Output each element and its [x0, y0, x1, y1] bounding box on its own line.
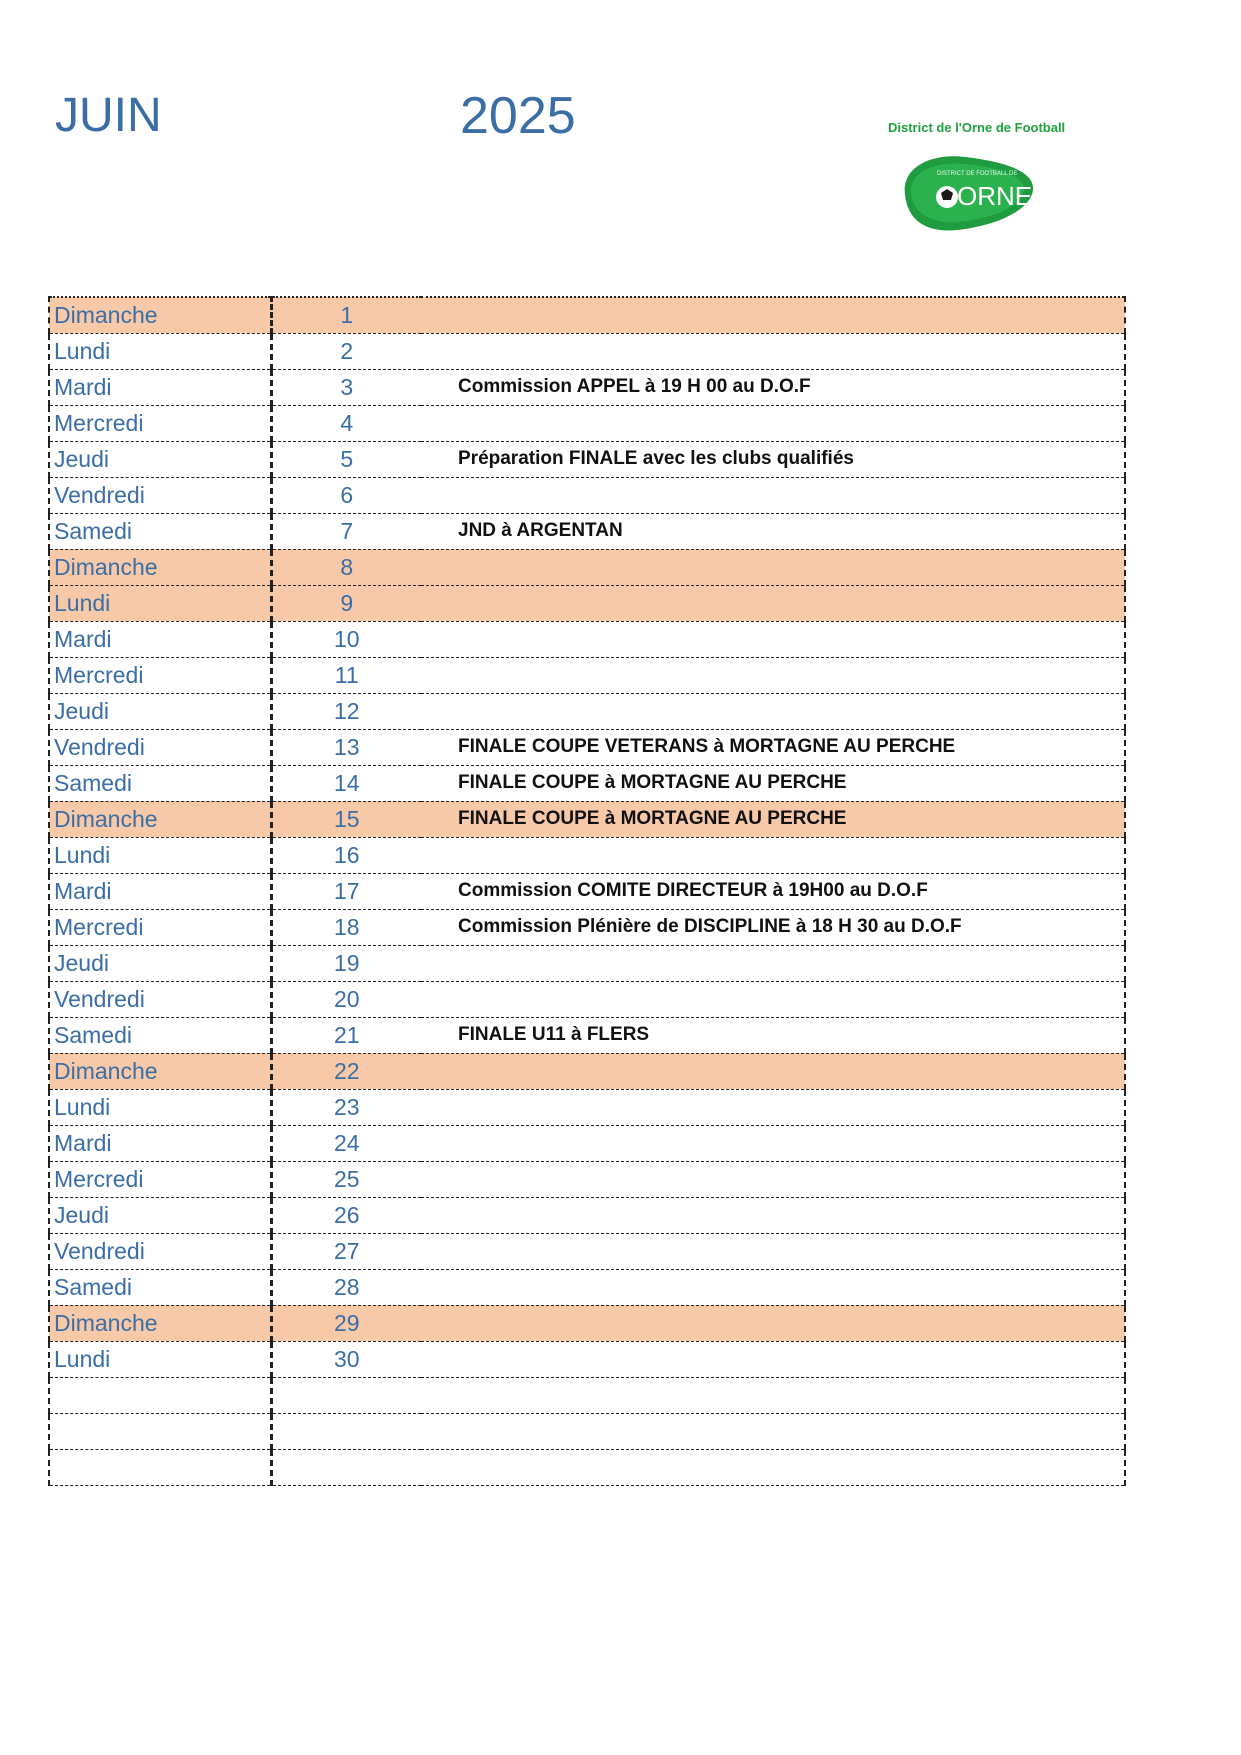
day-name: Mardi [49, 1125, 271, 1161]
event-text: FINALE COUPE à MORTAGNE AU PERCHE [421, 765, 1125, 801]
event-text [421, 1305, 1125, 1341]
calendar-row [49, 1269, 1125, 1305]
day-name: Samedi [49, 513, 271, 549]
day-name: Dimanche [49, 801, 271, 837]
calendar-row [49, 1305, 1125, 1341]
day-number: 3 [271, 369, 421, 405]
day-number: 2 [271, 333, 421, 369]
day-name: Lundi [49, 585, 271, 621]
calendar-row [49, 729, 1125, 765]
day-name: Mercredi [49, 657, 271, 693]
event-text [421, 1413, 1125, 1449]
calendar-row [49, 801, 1125, 837]
calendar-row [49, 657, 1125, 693]
day-name: Lundi [49, 1089, 271, 1125]
year-title: 2025 [460, 87, 576, 145]
event-text [421, 693, 1125, 729]
event-text [421, 981, 1125, 1017]
event-text [421, 945, 1125, 981]
day-number [271, 1413, 421, 1449]
day-name: Lundi [49, 333, 271, 369]
day-number: 24 [271, 1125, 421, 1161]
event-text [421, 1449, 1125, 1485]
calendar-row [49, 1197, 1125, 1233]
event-text [421, 1269, 1125, 1305]
calendar-row [49, 909, 1125, 945]
calendar-row [49, 477, 1125, 513]
day-number: 30 [271, 1341, 421, 1377]
calendar-row [49, 1125, 1125, 1161]
day-number: 7 [271, 513, 421, 549]
day-name: Jeudi [49, 693, 271, 729]
day-number: 11 [271, 657, 421, 693]
event-text [421, 1053, 1125, 1089]
calendar-row [49, 945, 1125, 981]
calendar-row [49, 1341, 1125, 1377]
event-text [421, 837, 1125, 873]
calendar-row [49, 549, 1125, 585]
district-logo [895, 145, 1040, 240]
day-number [271, 1449, 421, 1485]
event-text [421, 1233, 1125, 1269]
day-number: 14 [271, 765, 421, 801]
day-name: Vendredi [49, 477, 271, 513]
day-name [49, 1449, 271, 1485]
event-text [421, 333, 1125, 369]
day-name: Dimanche [49, 297, 271, 333]
event-text [421, 1125, 1125, 1161]
calendar-row [49, 693, 1125, 729]
day-name: Vendredi [49, 981, 271, 1017]
day-name: Samedi [49, 1017, 271, 1053]
day-number: 16 [271, 837, 421, 873]
event-text [421, 1197, 1125, 1233]
day-number: 12 [271, 693, 421, 729]
day-number: 15 [271, 801, 421, 837]
day-number: 17 [271, 873, 421, 909]
day-name: Lundi [49, 837, 271, 873]
day-name [49, 1413, 271, 1449]
day-number: 28 [271, 1269, 421, 1305]
event-text: FINALE COUPE VETERANS à MORTAGNE AU PERCHE [421, 729, 1125, 765]
event-text [421, 1377, 1125, 1413]
calendar-row [49, 1089, 1125, 1125]
day-name: Mardi [49, 621, 271, 657]
day-name: Jeudi [49, 1197, 271, 1233]
event-text: Commission COMITE DIRECTEUR à 19H00 au D.O.F [421, 873, 1125, 909]
day-number: 5 [271, 441, 421, 477]
day-name: Dimanche [49, 1053, 271, 1089]
day-number: 10 [271, 621, 421, 657]
logo-text: ORNE [957, 181, 1033, 211]
calendar-row [49, 1161, 1125, 1197]
day-name: Mercredi [49, 1161, 271, 1197]
day-name: Samedi [49, 765, 271, 801]
calendar-row [49, 1449, 1125, 1485]
calendar-row [49, 1377, 1125, 1413]
day-number: 29 [271, 1305, 421, 1341]
calendar-row [49, 873, 1125, 909]
day-number: 22 [271, 1053, 421, 1089]
day-number: 19 [271, 945, 421, 981]
event-text [421, 297, 1125, 333]
event-text [421, 477, 1125, 513]
day-number: 8 [271, 549, 421, 585]
calendar-row [49, 765, 1125, 801]
day-number: 18 [271, 909, 421, 945]
day-number: 4 [271, 405, 421, 441]
calendar-row [49, 333, 1125, 369]
day-number: 13 [271, 729, 421, 765]
calendar-row [49, 621, 1125, 657]
month-title: JUIN [55, 89, 162, 142]
calendar-row [49, 1233, 1125, 1269]
day-number: 21 [271, 1017, 421, 1053]
day-name: Jeudi [49, 945, 271, 981]
event-text: Commission Plénière de DISCIPLINE à 18 H 30 au D.O.F [421, 909, 1125, 945]
event-text: FINALE U11 à FLERS [421, 1017, 1125, 1053]
calendar-row [49, 981, 1125, 1017]
calendar-row [49, 1017, 1125, 1053]
day-name: Mercredi [49, 909, 271, 945]
day-name: Dimanche [49, 1305, 271, 1341]
calendar-table [48, 296, 1126, 1486]
event-text [421, 549, 1125, 585]
day-name: Lundi [49, 1341, 271, 1377]
event-text [421, 585, 1125, 621]
day-number: 9 [271, 585, 421, 621]
calendar-row [49, 1413, 1125, 1449]
day-number: 27 [271, 1233, 421, 1269]
logo-small-text: DISTRICT DE FOOTBALL DE [937, 171, 1018, 177]
day-name: Mardi [49, 873, 271, 909]
day-number [271, 1377, 421, 1413]
day-name: Dimanche [49, 549, 271, 585]
event-text [421, 657, 1125, 693]
calendar-row [49, 405, 1125, 441]
day-name: Mercredi [49, 405, 271, 441]
day-name: Samedi [49, 1269, 271, 1305]
day-number: 25 [271, 1161, 421, 1197]
event-text: FINALE COUPE à MORTAGNE AU PERCHE [421, 801, 1125, 837]
event-text [421, 1161, 1125, 1197]
day-number: 1 [271, 297, 421, 333]
calendar-row [49, 837, 1125, 873]
calendar-row [49, 369, 1125, 405]
calendar-row [49, 1053, 1125, 1089]
day-number: 6 [271, 477, 421, 513]
day-name [49, 1377, 271, 1413]
calendar-row [49, 585, 1125, 621]
event-text [421, 621, 1125, 657]
event-text: Commission APPEL à 19 H 00 au D.O.F [421, 369, 1125, 405]
day-number: 23 [271, 1089, 421, 1125]
day-number: 26 [271, 1197, 421, 1233]
day-name: Mardi [49, 369, 271, 405]
day-number: 20 [271, 981, 421, 1017]
event-text [421, 405, 1125, 441]
day-name: Vendredi [49, 729, 271, 765]
day-name: Jeudi [49, 441, 271, 477]
logo-caption: District de l'Orne de Football [888, 120, 1066, 135]
event-text [421, 1089, 1125, 1125]
calendar-row [49, 297, 1125, 333]
event-text: JND à ARGENTAN [421, 513, 1125, 549]
day-name: Vendredi [49, 1233, 271, 1269]
event-text: Préparation FINALE avec les clubs qualifiés [421, 441, 1125, 477]
calendar-row [49, 441, 1125, 477]
calendar-row [49, 513, 1125, 549]
event-text [421, 1341, 1125, 1377]
